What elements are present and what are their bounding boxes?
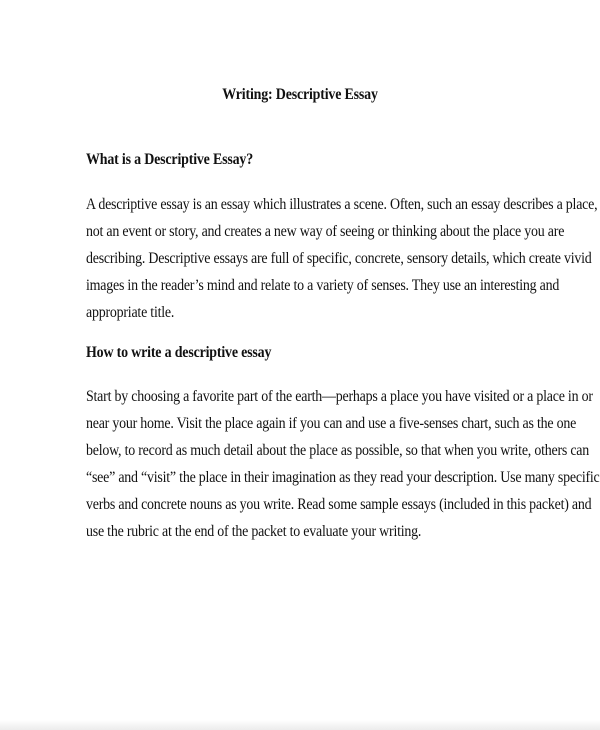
paragraph-line: Start by choosing a favorite part of the earth—perhaps a place you have visited or a place in or <box>86 388 593 405</box>
section-heading-what-is: What is a Descriptive Essay? <box>86 151 254 168</box>
document-title: Writing: Descriptive Essay <box>222 86 378 103</box>
paragraph-line: verbs and concrete nouns as you write. Read some sample essays (included in this packet) and <box>86 496 592 513</box>
paragraph-line: not an event or story, and creates a new way of seeing or thinking about the place you are <box>86 223 565 240</box>
paragraph-line: appropriate title. <box>86 304 175 321</box>
section-heading-how-to: How to write a descriptive essay <box>86 344 272 361</box>
section-paragraph-what-is <box>86 191 598 326</box>
paragraph-line: near your home. Visit the place again if you can and use a five-senses chart, such as the one <box>86 415 577 432</box>
paragraph-line: “see” and “visit” the place in their imagination as they read your description. Use many specific <box>86 469 600 486</box>
paragraph-line: describing. Descriptive essays are full of specific, concrete, sensory details, which create vivid <box>86 250 592 267</box>
page-bottom-edge <box>0 720 600 730</box>
paragraph-line: A descriptive essay is an essay which illustrates a scene. Often, such an essay describes a place, <box>86 196 598 213</box>
paragraph-line: use the rubric at the end of the packet to evaluate your writing. <box>86 523 422 540</box>
paragraph-line: below, to record as much detail about the place as possible, so that when you write, others can <box>86 442 590 459</box>
section-paragraph-how-to <box>86 383 600 545</box>
paragraph-line: images in the reader’s mind and relate to a variety of senses. They use an interesting and <box>86 277 560 294</box>
